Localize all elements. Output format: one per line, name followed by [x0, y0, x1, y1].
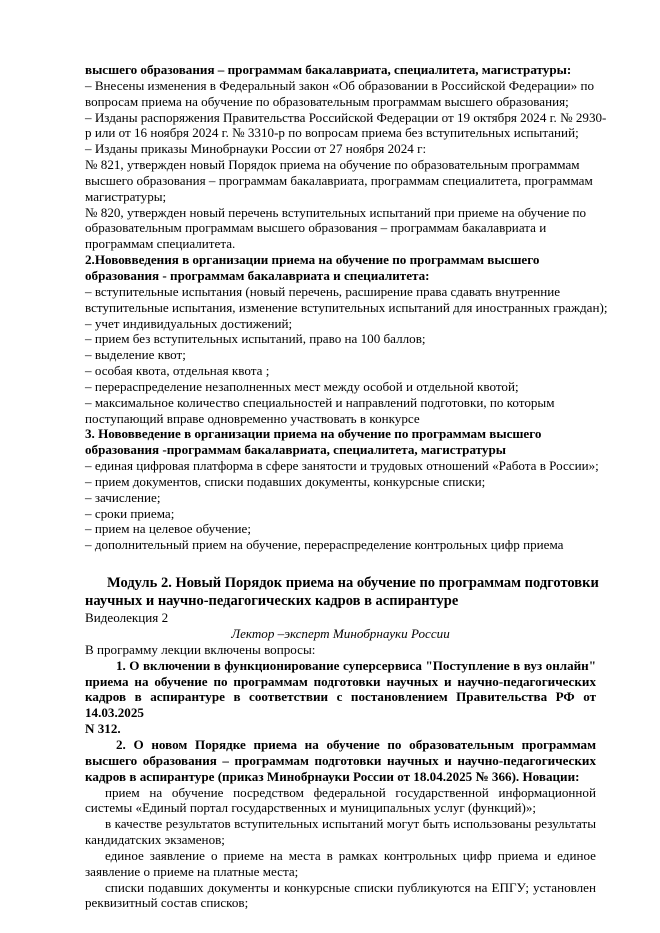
question-text: N 312.	[85, 721, 121, 737]
list-item: – вступительные испытания (новый перечень, расширение права сдавать внутренние	[85, 283, 561, 299]
text-line: магистратуры;	[85, 188, 167, 204]
text-line: программам специалитета.	[85, 236, 236, 252]
question-text: 2. О новом Порядке приема на обучение по образовательным программам	[116, 736, 596, 752]
question-2	[85, 737, 596, 785]
lecturer: Лектор –эксперт Минобрнауки России	[231, 626, 450, 641]
list-item: – зачисление;	[85, 489, 161, 505]
list-item: – единая цифровая платформа в сфере занятости и трудовых отношений «Работа в России»;	[85, 458, 599, 474]
list-item: – перераспределение незаполненных мест между особой и отдельной квотой;	[85, 378, 519, 394]
program-intro: В программу лекции включены вопросы:	[85, 641, 316, 657]
text-line: № 820, утвержден новый перечень вступительных испытаний при приеме на обучение по	[85, 204, 587, 220]
section2-heading: 2.Нововведения в организации приема на обучение по программам высшего	[85, 252, 540, 268]
novation-item: системы «Единый портал государственных и муниципальных услуг (функций)»;	[85, 800, 537, 816]
novation-item: в качестве результатов вступительных испытаний могут быть использованы результаты	[105, 816, 596, 832]
question-1	[85, 658, 596, 737]
text-line: № 821, утвержден новый Порядок приема на обучение по образовательным программам	[85, 157, 580, 173]
list-item: – прием на целевое обучение;	[85, 521, 252, 537]
list-item: вступительные испытания, изменение вступительных испытаний для иностранных граждан);	[85, 299, 608, 315]
text-line: – Изданы распоряжения Правительства Российской Федерации от 19 октября 2024 г. № 2930-	[85, 109, 607, 125]
section1-list	[85, 77, 607, 252]
text-line: вопросам приема на обучение по образовательным программам высшего образования;	[85, 93, 569, 109]
text-line: р или от 16 ноября 2024 г. № 3310-р по вопросам приема без вступительных испытаний;	[85, 125, 579, 141]
question-text: высшего образования – программам подготовки научных и научно-педагогических	[85, 752, 596, 768]
text-line: – Изданы приказы Минобрнауки России от 27 ноября 2024 г:	[85, 141, 427, 157]
list-item: – дополнительный прием на обучение, перераспределение контрольных цифр приема	[85, 537, 564, 553]
novation-item: прием на обучение посредством федеральной государственной информационной	[105, 784, 596, 800]
list-item: – прием без вступительных испытаний, право на 100 баллов;	[85, 331, 426, 347]
novation-item: списки подавших документы и конкурсные списки публикуются на ЕПГУ; установлен	[105, 879, 596, 895]
text-line: образовательным программам высшего образования – программам бакалавриата и	[85, 220, 547, 236]
section1-heading: высшего образования – программам бакалавриата, специалитета, магистратуры:	[85, 62, 572, 77]
section3-heading: 3. Нововведение в организации приема на обучение по программам высшего	[85, 426, 542, 442]
section2-list	[85, 283, 608, 427]
video-lecture-label: Видеолекция 2	[85, 610, 169, 626]
novation-item: заявление о приеме на платные места;	[85, 863, 299, 879]
spacer	[85, 553, 596, 575]
section2-heading: образования - программам бакалавриата и специалитета:	[85, 267, 430, 283]
section3-list	[85, 458, 599, 553]
list-item: – выделение квот;	[85, 347, 186, 363]
text-line: – Внесены изменения в Федеральный закон «Об образовании в Российской Федерации» по	[85, 77, 594, 93]
list-item: поступающий вправе одновременно участвовать в конкурсе	[85, 410, 420, 426]
document-page	[85, 62, 608, 911]
list-item: – максимальное количество специальностей и направлений подготовки, по которым	[85, 394, 555, 410]
list-item: – прием документов, списки подавших документы, конкурсные списки;	[85, 473, 486, 489]
novation-item: единое заявление о приеме на места в рамках контрольных цифр приема и единое	[105, 847, 596, 863]
question-text: кадров в аспирантуре в соответствии с постановлением Правительства РФ от 14.03.2025	[85, 689, 596, 721]
section3-heading: образования -программам бакалавриата, специалитета, магистратуры	[85, 442, 506, 458]
module-title: Модуль 2. Новый Порядок приема на обучение по программам подготовки	[107, 575, 599, 592]
list-item: – сроки приема;	[85, 505, 175, 521]
novation-item: кандидатских экзаменов;	[85, 832, 225, 848]
module-title: научных и научно-педагогических кадров в аспирантуре	[85, 592, 459, 609]
novations-list	[85, 785, 596, 912]
question-text: приема на обучение по программам подготовки научных и научно-педагогических	[85, 673, 596, 689]
question-text: 1. О включении в функционирование суперсервиса "Поступление в вуз онлайн"	[116, 657, 596, 673]
novation-item: реквизитный состав списков;	[85, 895, 249, 911]
list-item: – учет индивидуальных достижений;	[85, 315, 293, 331]
question-text: кадров в аспирантуре (приказ Минобрнауки России от 18.04.2025 № 366). Новации:	[85, 768, 580, 784]
text-line: высшего образования – программам бакалавриата, программам специалитета, программам	[85, 172, 593, 188]
list-item: – особая квота, отдельная квота ;	[85, 363, 270, 379]
